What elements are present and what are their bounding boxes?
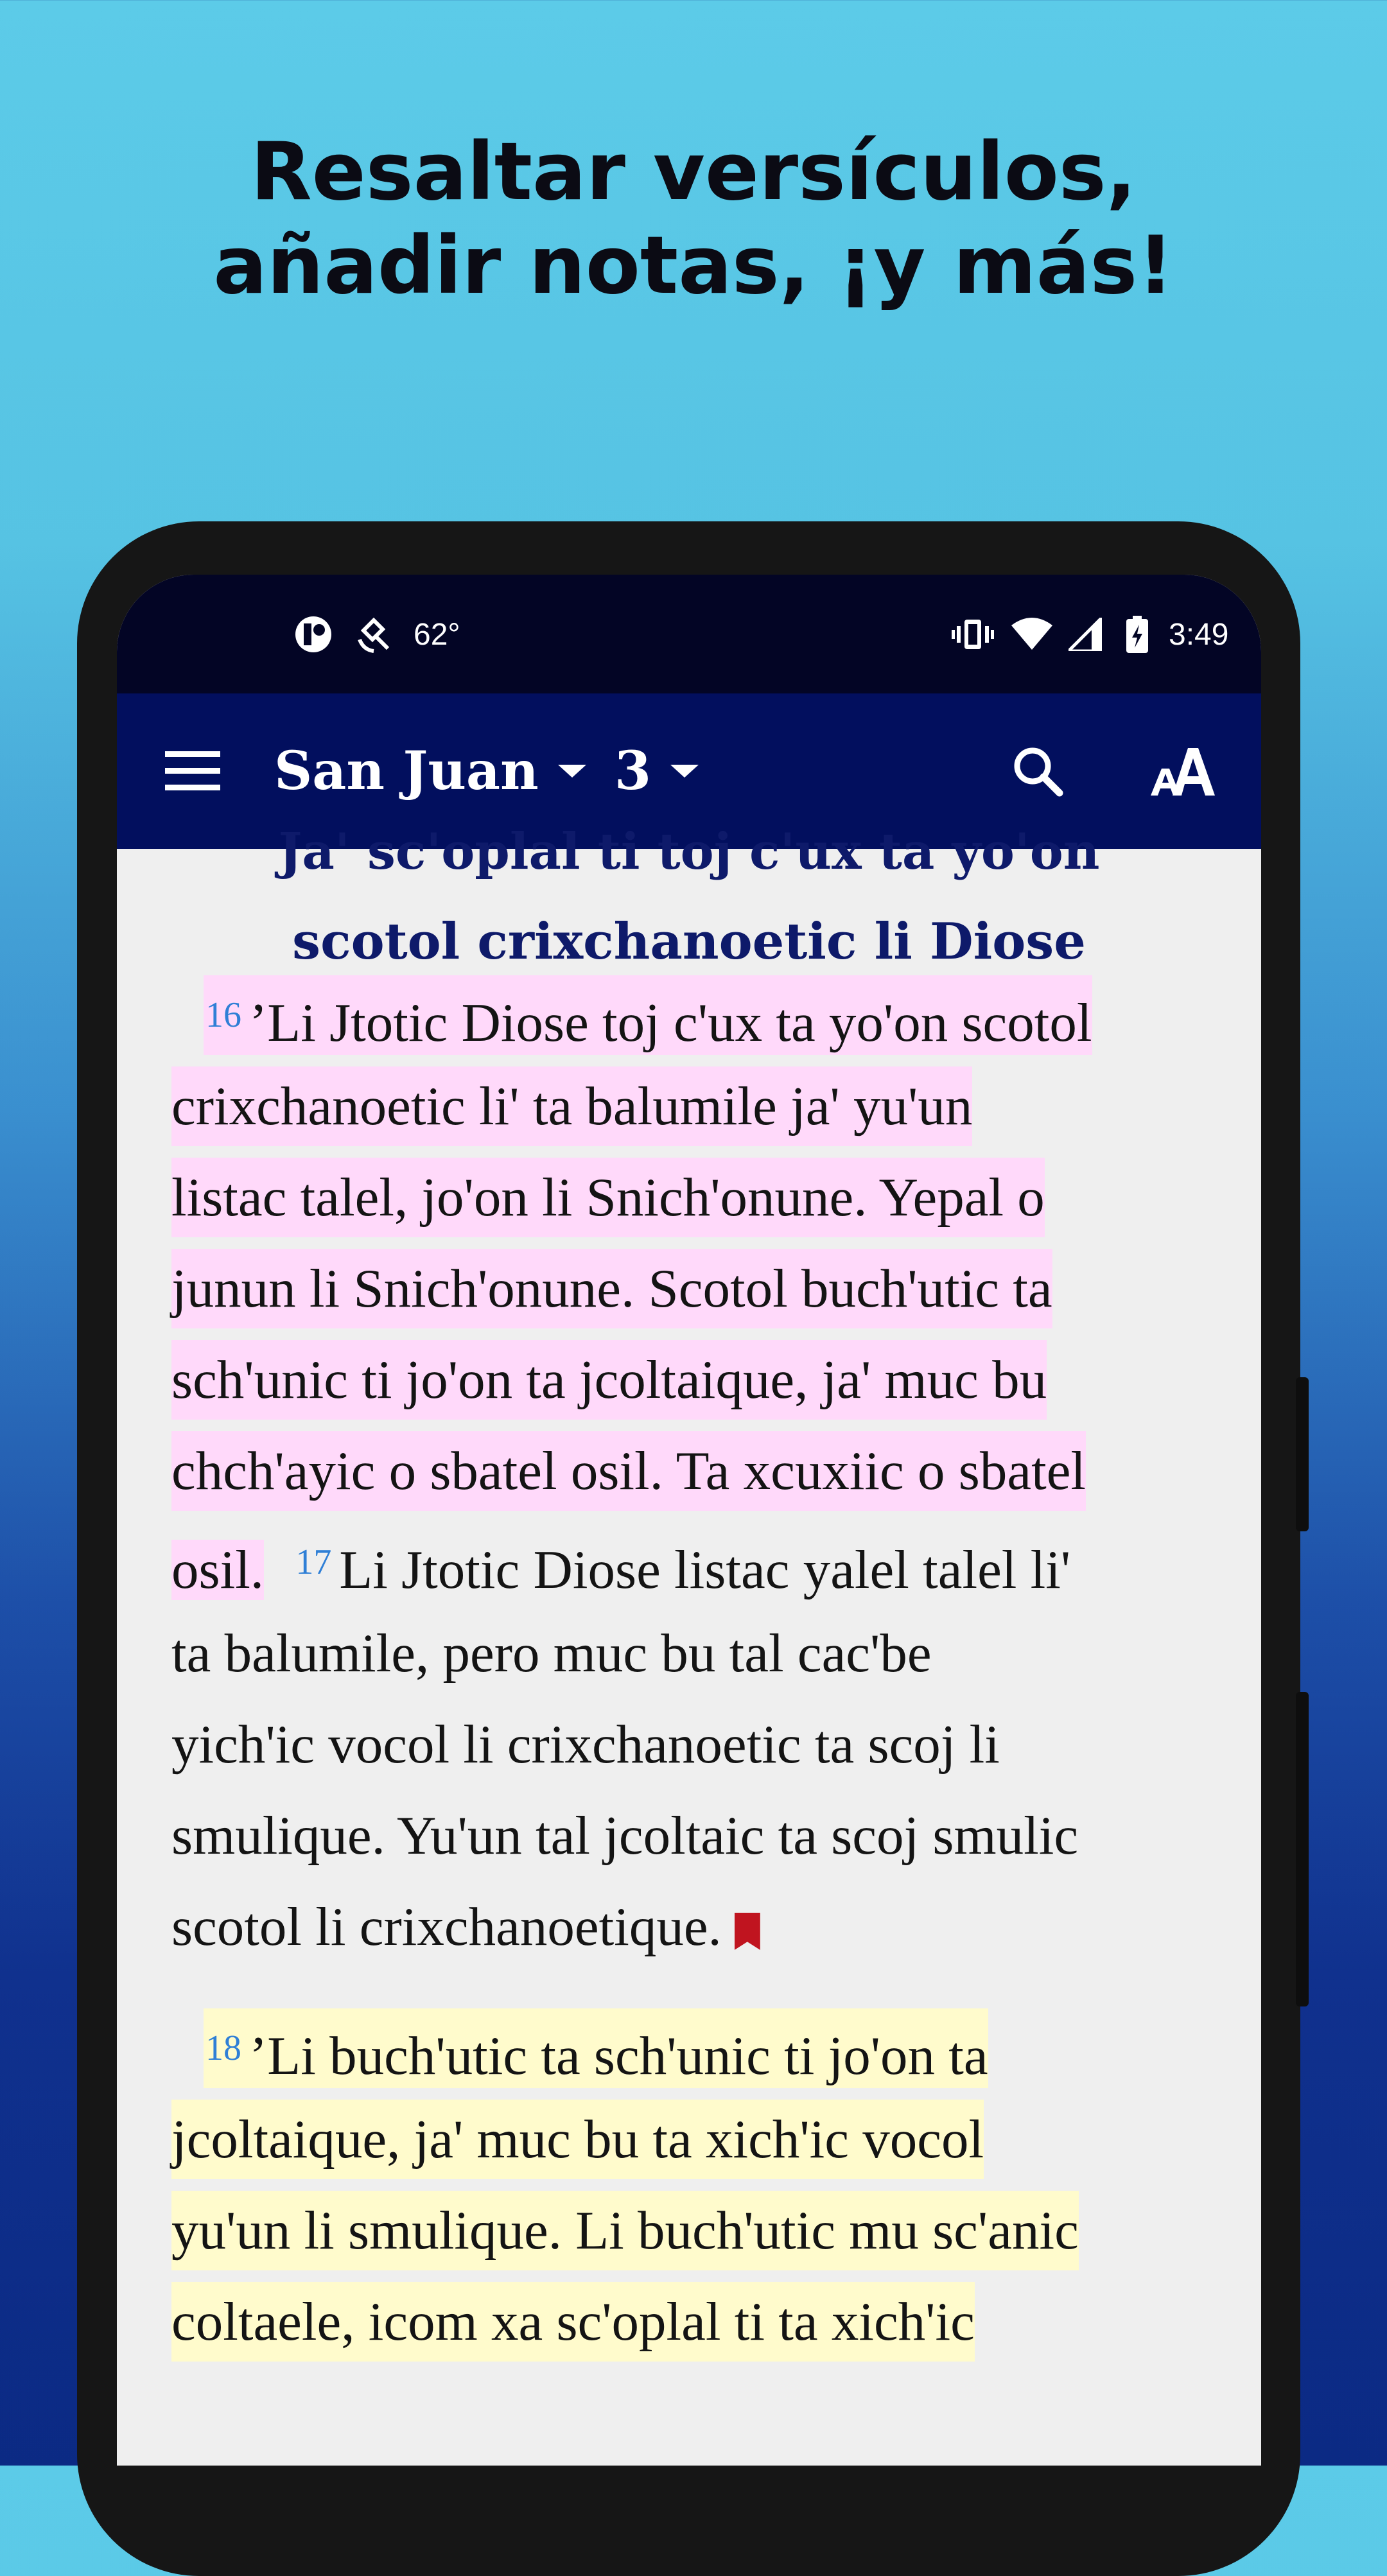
bible-reader[interactable] <box>117 822 1261 2466</box>
book-name: San Juan <box>274 740 539 802</box>
signal-icon <box>1069 612 1102 657</box>
status-bar <box>117 575 1261 693</box>
verse-16-line[interactable] <box>204 975 1092 1055</box>
status-time: 3:49 <box>1169 617 1229 652</box>
app-notification-icon <box>293 612 333 657</box>
verse-16-line[interactable]: listac talel, jo'on li Snich'onune. Yepal o <box>171 1158 1045 1237</box>
vibrate-icon <box>952 612 994 657</box>
verse-17-text: scotol li crixchanoetique. <box>171 1897 722 1957</box>
verse-16-line[interactable]: chch'ayic o sbatel osil. Ta xcuxiic o sbatel <box>171 1431 1086 1511</box>
bookmark-icon[interactable] <box>735 1913 760 1950</box>
verse-number-18[interactable]: 18 <box>205 2028 241 2068</box>
verse-16-17-line[interactable] <box>171 1522 1070 1602</box>
verse-18-line[interactable] <box>204 2008 988 2088</box>
phone-side-button-lower <box>1296 1692 1309 2006</box>
verse-17-line[interactable]: smulique. Yu'un tal jcoltaic ta scoj smulic <box>171 1806 1079 1866</box>
font-size-icon <box>1151 745 1215 797</box>
satellite-icon <box>354 612 396 657</box>
verse-17-text: Li Jtotic Diose listac yalel talel li' <box>339 1540 1071 1600</box>
verse-16-line[interactable]: crixchanoetic li' ta balumile ja' yu'un <box>171 1066 972 1146</box>
verse-number-17[interactable]: 17 <box>295 1542 332 1582</box>
headline-line-2: añadir notas, ¡y más! <box>213 220 1174 312</box>
headline-line-1: Resaltar versículos, <box>250 126 1137 218</box>
phone-camera-bump <box>674 521 700 541</box>
verse-17-line[interactable]: ta balumile, pero muc bu tal cac'be <box>171 1623 932 1684</box>
verse-16-text: osil. <box>171 1540 265 1600</box>
chevron-down-icon <box>558 765 586 778</box>
verse-17-line[interactable]: yich'ic vocol li crixchanoetic ta scoj li <box>171 1714 1000 1775</box>
verse-16-text: ’Li Jtotic Diose toj c'ux ta yo'on scotol <box>249 993 1092 1053</box>
verse-18-line[interactable]: jcoltaique, ja' muc bu ta xich'ic vocol <box>171 2100 984 2179</box>
phone-screen <box>117 575 1261 2466</box>
weather-temperature: 62° <box>414 617 460 652</box>
section-heading-line-1: Ja' sc'oplal ti toj c'ux ta yo'on <box>278 822 1100 881</box>
verse-17-line[interactable] <box>171 1887 760 1967</box>
verse-18-line[interactable]: yu'un li smulique. Li buch'utic mu sc'anic <box>171 2191 1079 2270</box>
chapter-number: 3 <box>615 740 652 802</box>
battery-charging-icon <box>1126 612 1148 657</box>
phone-side-button-upper <box>1296 1377 1309 1531</box>
verse-16-line[interactable]: junun li Snich'onune. Scotol buch'utic ta <box>171 1249 1052 1328</box>
chevron-down-icon <box>670 765 699 778</box>
wifi-icon <box>1011 612 1052 657</box>
section-heading-line-2: scotol crixchanoetic li Diose <box>292 912 1086 971</box>
promo-headline <box>0 125 1387 313</box>
verse-18-text: ’Li buch'utic ta sch'unic ti jo'on ta <box>249 2026 988 2086</box>
verse-18-line[interactable]: coltaele, icom xa sc'oplal ti ta xich'ic <box>171 2282 975 2362</box>
verse-number-16[interactable]: 16 <box>205 995 241 1035</box>
verse-16-line[interactable]: sch'unic ti jo'on ta jcoltaique, ja' muc bu <box>171 1340 1047 1420</box>
